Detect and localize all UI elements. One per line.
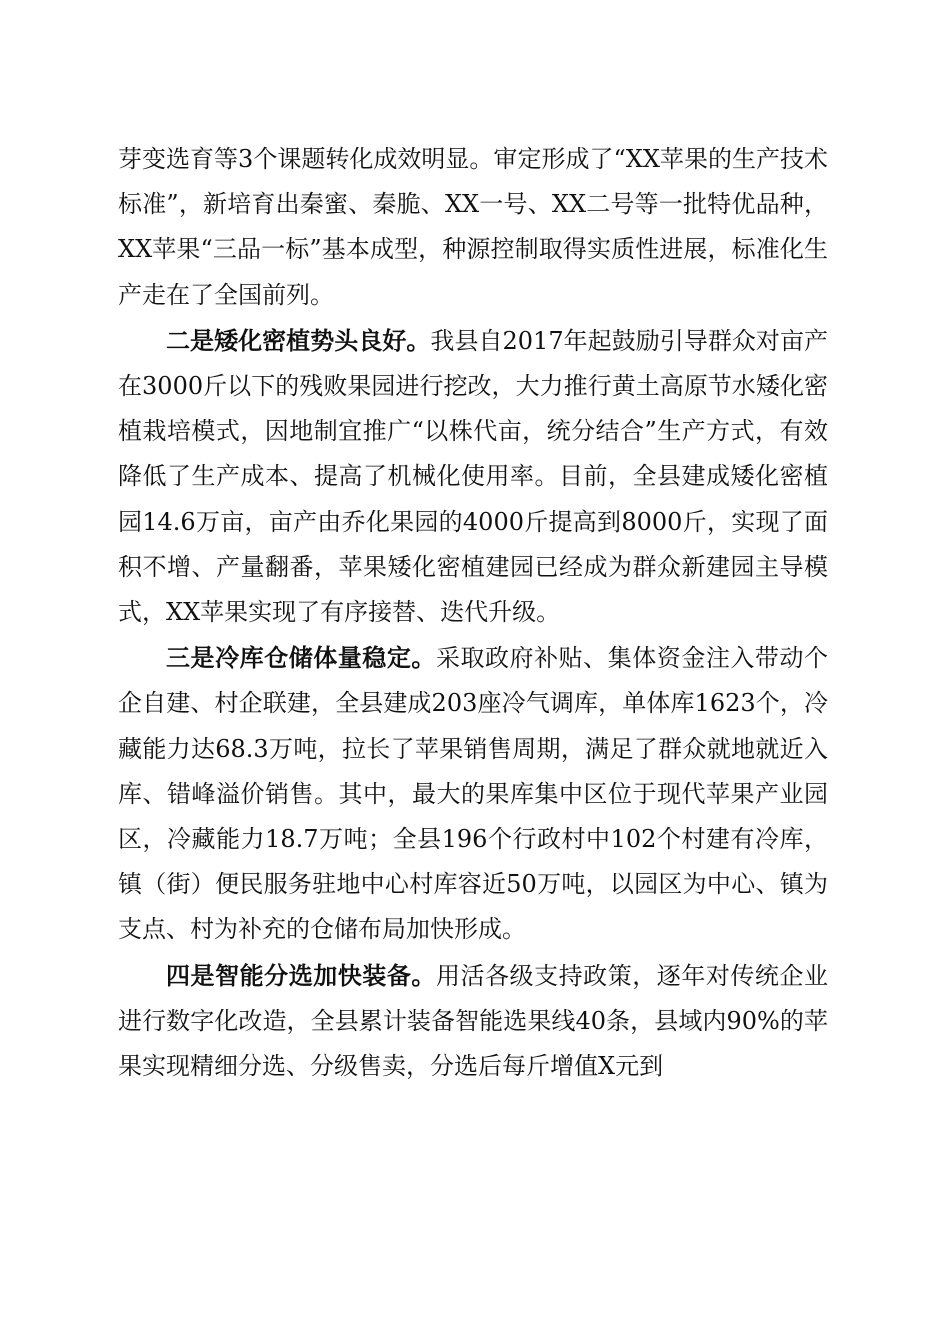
paragraph-text: 采取政府补贴、集体资金注入带动个企自建、村企联建，全县建成203座冷气调库，单体库1623个，冷藏能力达68.3万吨，拉长了苹果销售周期，满足了群众就地就近入库、错峰溢价销售。其中，最大的果库集中区位于现代苹果产业园区，冷藏能力18.7万吨；全县196个行政村中102个村建有冷库，镇（街）便民服务驻地中心村库容近50万吨，以园区为中心、镇为支点、村为补充的仓储布局加快形成。 bbox=[118, 644, 829, 944]
paragraph-dwarf-planting bbox=[118, 318, 828, 635]
paragraph-cold-storage bbox=[118, 635, 828, 952]
paragraph-heading: 二是矮化密植势头良好。 bbox=[166, 325, 431, 355]
paragraph-text: 芽变选育等3个课题转化成效明显。审定形成了“XX苹果的生产技术标准”，新培育出秦蜜、秦脆、XX一号、XX二号等一批特优品种，XX苹果“三品一标”基本成型，种源控制取得实质性进展，标准化生产走在了全国前列。 bbox=[118, 145, 828, 309]
document-body bbox=[118, 137, 828, 1089]
paragraph-smart-sorting bbox=[118, 953, 828, 1090]
paragraph-text: 我县自2017年起鼓励引导群众对亩产在3000斤以下的残败果园进行挖改，大力推行黄土高原节水矮化密植栽培模式，因地制宜推广“以株代亩，统分结合”生产方式，有效降低了生产成本、提高了机械化使用率。目前，全县建成矮化密植园14.6万亩，亩产由乔化果园的4000斤提高到8000斤，实现了面积不增、产量翻番，苹果矮化密植建园已经成为群众新建园主导模式，XX苹果实现了有序接替、迭代升级。 bbox=[118, 326, 828, 627]
paragraph-text: 用活各级支持政策，逐年对传统企业进行数字化改造，全县累计装备智能选果线40条，县域内90%的苹果实现精细分选、分级售卖，分选后每斤增值X元到 bbox=[118, 961, 829, 1081]
paragraph-heading: 四是智能分选加快装备。 bbox=[166, 960, 436, 990]
paragraph-breeding bbox=[118, 137, 828, 318]
paragraph-heading: 三是冷库仓储体量稳定。 bbox=[166, 643, 436, 673]
